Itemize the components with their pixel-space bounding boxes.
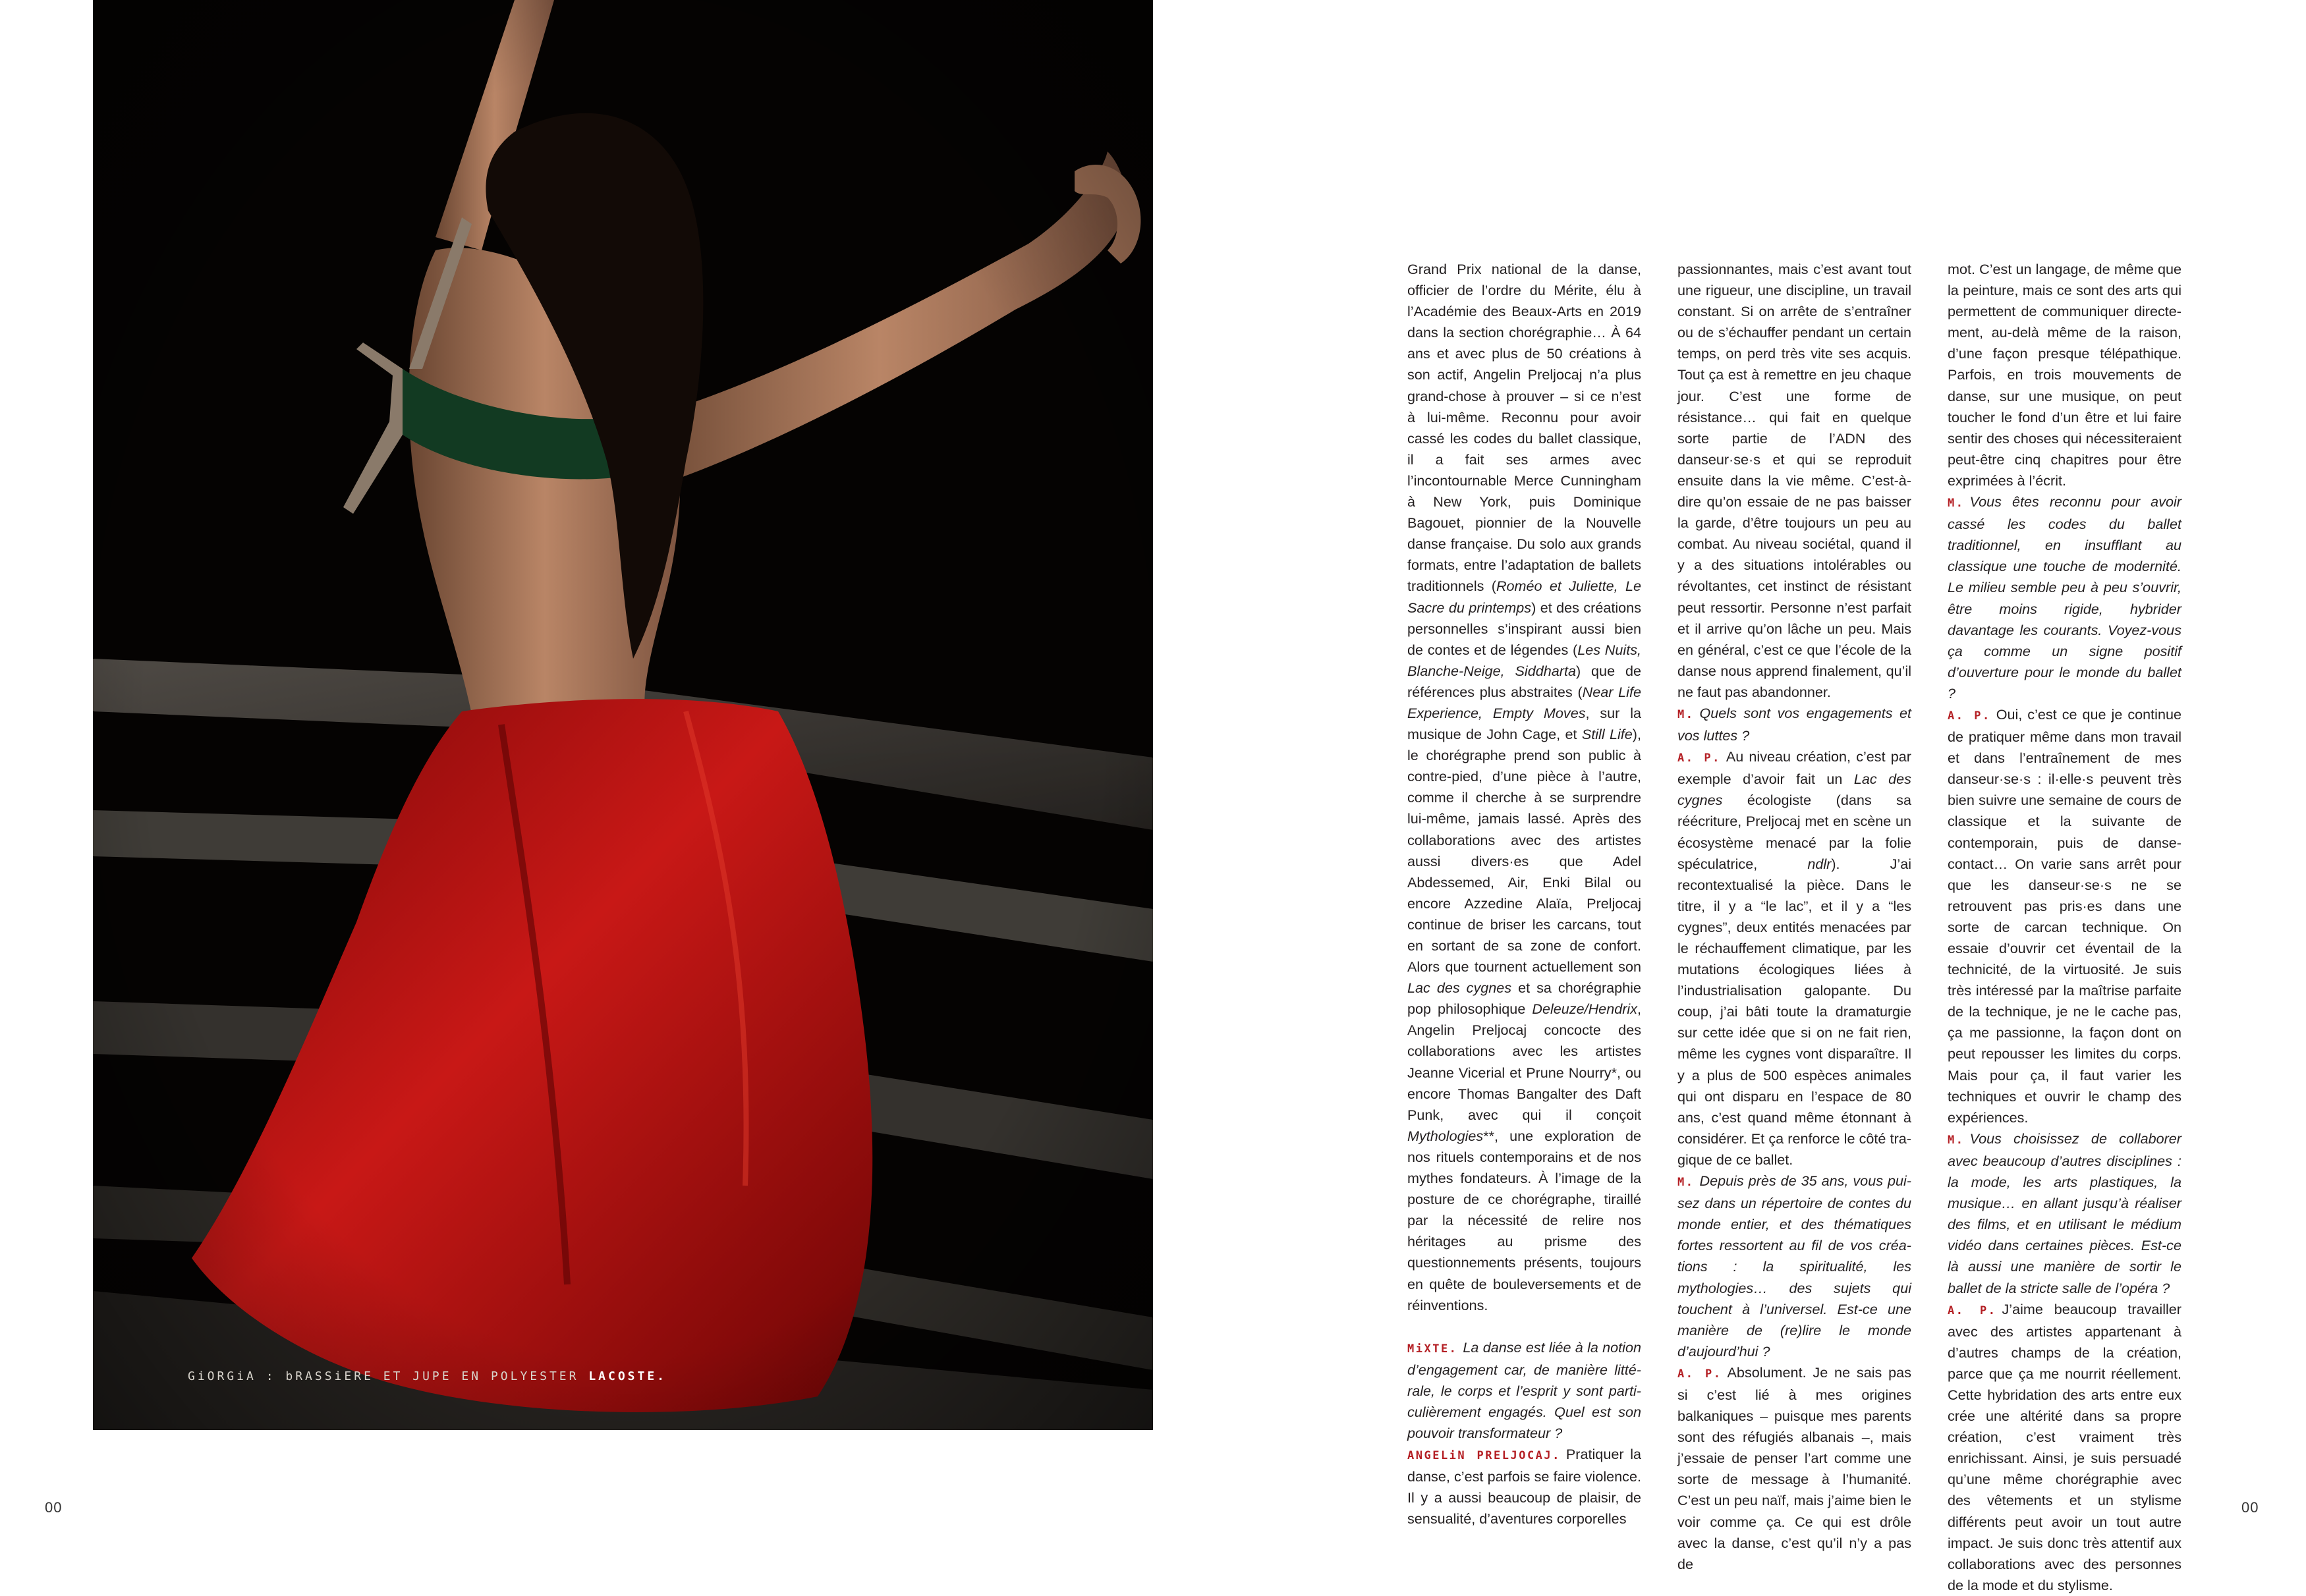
question-4: M. Vous êtes reconnu pour avoir cassé les codes du ballet traditionnel, en insufflant au classique une touche de modernité. Le milieu semble peu à peu s’ouvrir, être moins rigide, hybrider davantage les courants. Voyez-vous ça comme un signe positif d’ouverture pour le monde du ballet ?	[1948, 493, 2181, 702]
interviewer-label: MiXTE.	[1407, 1342, 1458, 1356]
answer-5: A. P. J’aime beaucoup travailler avec des artistes appartenant à d’autres champs de la création, parce que ça me nourrit réellement. Cette hybridation des arts entre eux crée une altérité dans sa propre création, c’est vraiment très enrichissant. Ainsi, je suis persuadé qu’une même chorégraphie avec des vêtements et un stylisme différents peut avoir un tout autre impact. Je suis donc très attentif aux collaborations avec des personnes de la mode et du stylisme.	[1948, 1300, 2181, 1593]
caption-text: GiORGiA : bRASSiERE ET JUPE EN POLYESTER	[188, 1369, 589, 1383]
question-5: M. Vous choisissez de collaborer avec beaucoup d’autres disciplines : la mode, les arts plastiques, la musique… en allant jusqu’à réaliser des films, et en utilisant le médium vidéo dans certaines pièces. Est-ce là aussi une manière de sortir le ballet de la stricte salle de l’opéra ?	[1948, 1130, 2181, 1296]
answer-3-continued: mot. C’est un langage, de même que la peinture, mais ce sont des arts qui permettent de communiquer directement, au-delà même de la raison, d’une façon presque télépathique. Parfois, en trois mouvements de danse, sur une musique, on peut toucher le fond d’un être et lui faire sentir des choses qui nécessiteraient peut-être cinq chapitres pour être exprimées à l’écrit.	[1948, 261, 2181, 489]
answer-4: A. P. Oui, c’est ce que je continue de pratiquer même dans mon travail et dans l’entraînement de mes danseur·se·s : il·elle·s peuvent très bien suivre une semaine de cours de classique et la suivante de contemporain, puis de danse-contact… On varie sans arrêt pour que les danseur·se·s ne se retrouvent pas pris·es dans une sorte de carcan technique. On essaie d’ouvrir cet éventail de la technicité, de la virtuosité. Je suis très intéressé par la maîtrise parfaite de la technique, je ne le cache pas, ça me passionne, la façon dont on peut repousser les limites du corps. Mais pour ça, il faut varier les techniques et ouvrir le champ des expériences.	[1948, 705, 2181, 1126]
article-column-3	[1948, 259, 2181, 1596]
answer-3: A. P. Absolument. Je ne sais pas si c’est lié à mes origines balkaniques – puisque mes parents sont des réfugiés albanais –, mais j’essaie de penser l’art comme une sorte de message à l’humanité. C’est un peu naïf, mais j’aime bien le voir comme ça. Ce qui est drôle avec la danse, c’est qu’il n’y a pas de	[1677, 1363, 1911, 1572]
article-column-1	[1407, 259, 1641, 1530]
photo-caption	[188, 1369, 667, 1383]
question-3: M. Depuis près de 35 ans, vous puisez dans un répertoire de contes du monde entier, et des thématiques fortes ressortent au fil de vos créations : la spiritualité, les mythologies… des sujets qui touchent à l’universel. Est-ce une manière de (re)lire le monde d’aujourd’hui ?	[1677, 1172, 1911, 1360]
question-1: MiXTE. La danse est liée à la notion d’engagement car, de manière littérale, le corps et l’esprit y sont particulièrement engagés. Quel est son pouvoir transformateur ?	[1407, 1338, 1641, 1442]
page-number-right: 00	[2241, 1499, 2259, 1516]
answer-2: A. P. Au niveau création, c’est par exemple d’avoir fait un Lac des cygnes écologiste (dans sa réécriture, Preljocaj met en scène un écosystème menacé par la folie spéculatrice, ndlr). J’ai recontextualisé la pièce. Dans le titre, il y a “le lac”, et il y a “les cygnes”, deux entités menacées par le réchauffement climatique, par les mutations écologiques liées à l’industrialisation galopante. Du coup, j’ai bâti toute la dramaturgie sur cette idée que si on ne fait rien, même les cygnes vont disparaître. Il y a plus de 500 espèces animales qui ont disparu en l’espace de 80 ans, c’est quand même étonnant à considérer. Et ça renforce le côté tragique de ce ballet.	[1677, 748, 1911, 1168]
caption-brand: LACOSTE.	[588, 1369, 667, 1383]
question-2: M. Quels sont vos engagements et vos luttes ?	[1677, 704, 1911, 744]
page-number-left: 00	[45, 1499, 63, 1516]
interviewee-label: ANGELiN PRELJOCAJ.	[1407, 1449, 1561, 1463]
photo-illustration	[93, 0, 1153, 1430]
article-column-2	[1677, 259, 1911, 1575]
answer-1: ANGELiN PRELJOCAJ. Pratiquer la danse, c’est parfois se faire violence. Il y a aussi beaucoup de plaisir, de sensualité, d’aventures corporelles	[1407, 1446, 1641, 1527]
intro-paragraph: Grand Prix national de la danse, officier de l’ordre du Mérite, élu à l’Académie des Beaux-Arts en 2019 dans la section chorégraphie… À 64 ans et avec plus de 50 créations à son actif, Angelin Preljocaj n’a plus grand-chose à prouver – si ce n’est à lui-même. Reconnu pour avoir cassé les codes du ballet classique, il a fait ses armes avec l’incontournable Merce Cunningham à New York, puis Dominique Bagouet, pionnier de la Nouvelle danse française. Du solo aux grands formats, entre l’adaptation de ballets traditionnels (Roméo et Juliette, Le Sacre du printemps) et des créations personnelles s’inspirant aussi bien de contes et de légendes (Les Nuits, Blanche-Neige, Siddharta) que de références plus abstraites (Near Life Experience, Empty Moves, sur la musique de John Cage, et Still Life), le chorégraphe prend son public à contre-pied, d’une pièce à l’autre, comme il cherche à se surprendre lui-même, jamais lassé. Après des collaborations avec des artistes aussi divers·es que Adel Abdessemed, Air, Enki Bilal ou encore Azzedine Alaïa, Preljocaj continue de briser les carcans, tout en sortant de sa zone de confort. Alors que tournent actuellement son Lac des cygnes et sa chorégraphie pop philosophique Deleuze/Hendrix, Angelin Preljocaj concocte des collaborations avec les artistes Jeanne Vicerial et Prune Nourry*, ou encore Thomas Bangalter des Daft Punk, avec qui il conçoit Mythologies**, une exploration de nos rituels contemporains et de nos mythes fondateurs. À l’image de la posture de ce chorégraphe, tiraillé par la nécessité de relire nos héritages au prisme des questionnements présents, toujours en quête de bouleversements et de réinventions.	[1407, 261, 1641, 1313]
dancer-photograph	[93, 0, 1153, 1430]
answer-1-continued: passionnantes, mais c’est avant tout une rigueur, une discipline, un travail constant. Si on arrête de s’entraîner ou de s’échauffer pendant un certain temps, on perd très vite ses acquis. Tout ça est à remettre en jeu chaque jour. C’est une forme de résistance… qui fait en quelque sorte partie de l’ADN des danseur·se·s et qui se reproduit ensuite dans la vie même. C’est-à-dire qu’on essaie de ne pas baisser la garde, d’être toujours un peu au combat. Au niveau sociétal, quand il y a des situations intolérables ou révoltantes, cet instinct de résistant peut ressortir. Personne n’est parfait et il arrive qu’on lâche un peu. Mais en général, c’est ce que l’école de la danse nous apprend finalement, qu’il ne faut pas abandonner.	[1677, 261, 1911, 700]
